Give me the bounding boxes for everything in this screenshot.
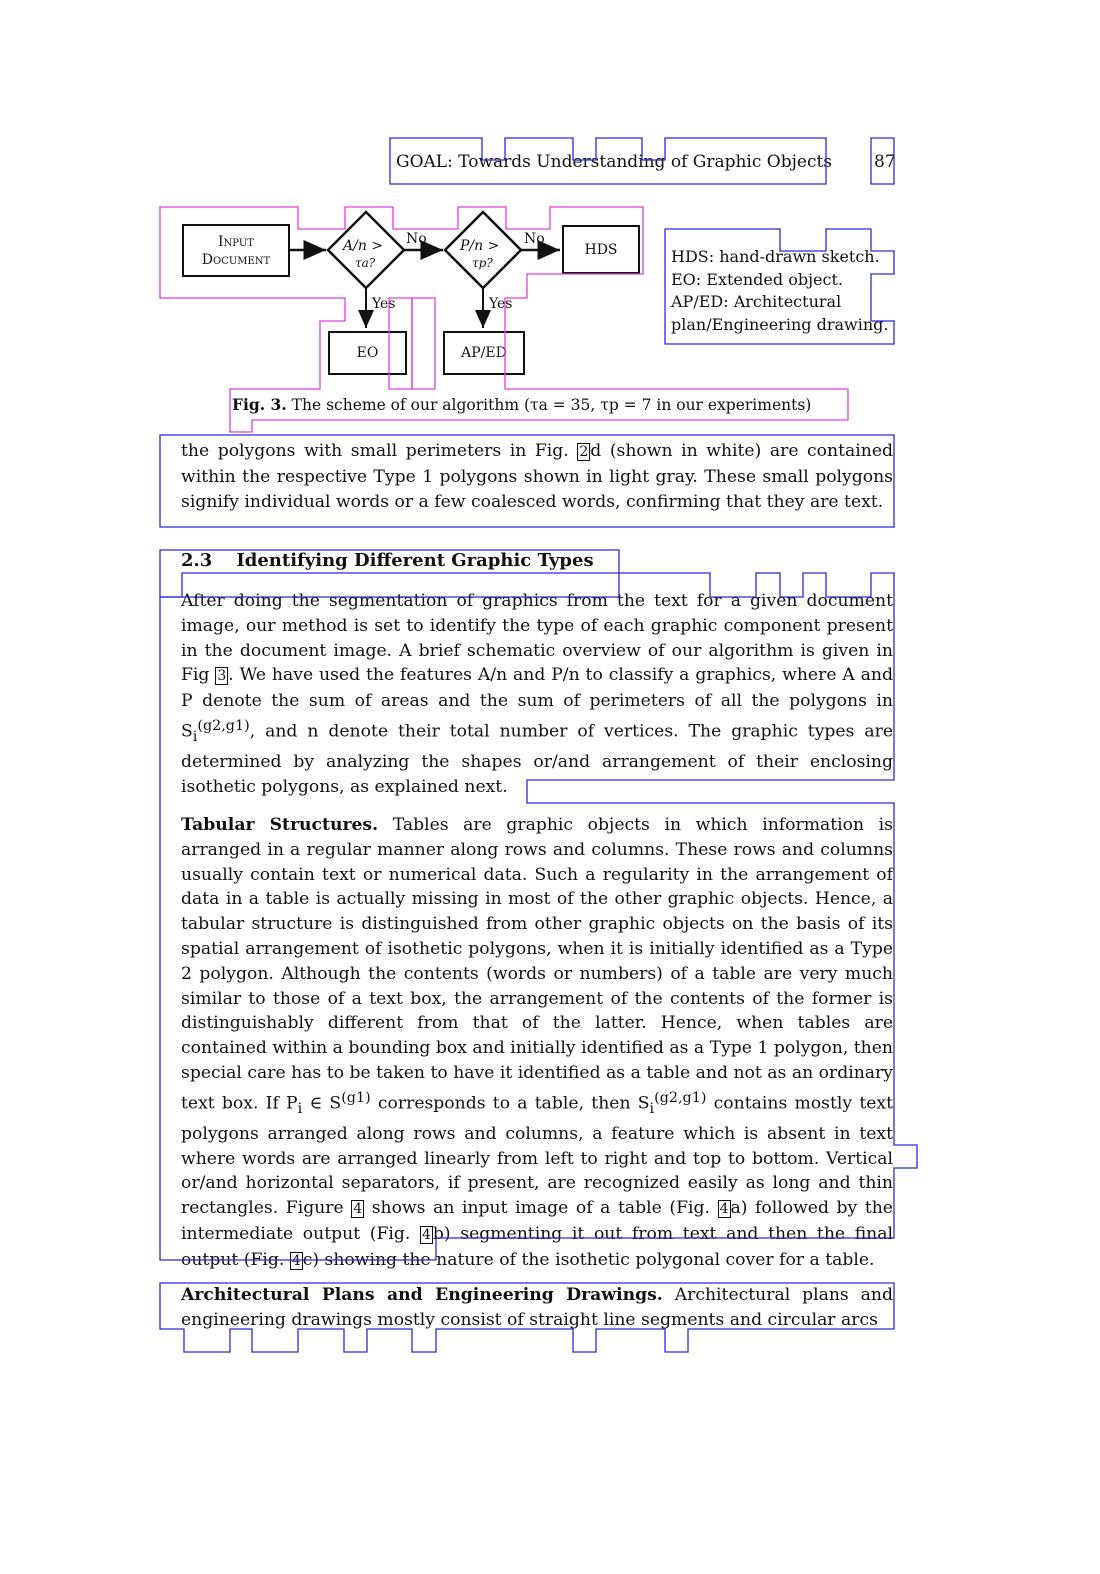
para2-text-a: After doing the segmentation of graphics from the text for a given document image, our method is set to identify the type of each graphic component present in the document image. A brief schematic overview of our algorithm is given in Fig [181,591,893,686]
run-in-heading: Tabular Structures. [181,815,379,835]
decision2-label-line2: τp? [472,256,493,270]
para3-text: contains mostly text polygons arranged along rows and columns, a feature which is absent in text where words are arranged linearly from left to right and top to bottom. Vertical or/and horizontal separators, if present, are recognized easily as long and thin rectangles. Figure [181,1093,893,1219]
legend-line: HDS: hand-drawn sketch. [671,247,880,266]
edge-label-no-1: No [406,231,427,247]
hds-box: HDS [562,225,640,274]
paragraph-continuation [181,439,893,514]
input-box-line1: Input [218,233,254,250]
running-header-title: GOAL: Towards Understanding of Graphic Objects [396,152,833,172]
legend-line: AP/ED: Architectural [671,292,842,311]
section-number: 2.3 [181,550,213,571]
para1-text-a: the polygons with small perimeters in Fig. [181,441,578,461]
section-title: Identifying Different Graphic Types [236,550,594,571]
edge-label-no-2: No [524,231,545,247]
eo-box: EO [328,331,407,375]
figure-ref-link[interactable]: 4 [291,1252,301,1269]
decision1-label-line1: A/n > [343,238,384,254]
edge-label-yes-2: Yes [489,296,513,312]
paragraph-architectural-plans [181,1283,893,1333]
flowchart-connectors [0,0,1100,420]
legend-line: plan/Engineering drawing. [671,314,889,334]
para1-text-b: d (shown in white) are contained within the respective Type 1 polygons shown in light gray. These small polygons signify individual words or a few coalesced words, confirming that they are text. [181,441,893,512]
figure-ref-link[interactable]: 4 [353,1201,363,1218]
para3-text: ∈ S [302,1093,342,1114]
figure-ref-link[interactable]: 2 [579,444,589,460]
aped-box: AP/ED [443,331,525,375]
figure-ref-link[interactable]: 4 [421,1226,431,1243]
para2-text-b: . We have used the features A/n and P/n to classify a graphics, where A and P denote the sum of areas and the sum of perimeters of all the polygons in S [181,665,894,742]
paragraph-tabular-structures [181,813,893,1274]
para4-text: Architectural plans and engineering drawings mostly consist of straight line segments and circular arcs [181,1285,893,1330]
figure-legend [671,246,888,336]
input-box-line2: Document [201,251,271,268]
para2-text-c: , and n denote their total number of vertices. The graphic types are determined by analyzing the shapes or/and arrangement of their enclosing isothetic polygons, as explained next. [181,721,893,797]
para3-text: a) followed by the intermediate output (Fig. [181,1198,893,1244]
section-heading [181,550,594,571]
run-in-heading: Architectural Plans and Engineering Drawings. [181,1285,663,1305]
page-number: 87 [874,152,896,172]
para3-text: c) showing the nature of the isothetic polygonal cover for a table. [302,1249,875,1270]
para3-text: corresponds to a table, then S [370,1093,650,1114]
legend-line: EO: Extended object. [671,269,843,289]
caption-label: Fig. 3. [232,395,287,414]
edge-label-yes-1: Yes [372,296,396,312]
figure-ref-link[interactable]: 3 [217,668,227,685]
para3-text: shows an input image of a table (Fig. [364,1198,718,1219]
para3-text: Tables are graphic objects in which information is arranged in a regular manner along rows and columns. These rows and columns usually contain text or numerical data. Such a regularity in the arrangement of data in a table is actually missing in most of the other graphic objects. Hence, a tabular structure is distinguished from other graphic objects on the basis of its spatial arrangement of isothetic polygons, when it is initially identified as a Type 2 polygon. Although the contents (words or numbers) of a table are very much similar to those of a text box, the arrangement of the contents of the former is distinguishably different from that of the latter. Hence, when tables are contained within a bounding box and initially identified as a Type 1 polygon, then special care has to be taken to have it identified as a table and not as an ordinary text box. If P [181,815,893,1114]
figure-caption [232,395,811,414]
caption-text: The scheme of our algorithm (τa = 35, τp = 7 in our experiments) [291,396,812,414]
math-sup: (g2,g1) [654,1089,707,1106]
decision2-label-line1: P/n > [460,238,500,254]
math-sub: i [297,1100,303,1117]
math-sub: i [192,729,198,746]
input-document-box [182,224,290,277]
math-sup: (g2,g1) [197,717,250,734]
math-sup: (g1) [341,1089,371,1106]
decision1-label-line2: τa? [355,256,376,270]
para3-text: b) segmenting it out from text and then the final output (Fig. [181,1223,893,1270]
math-sub: i [649,1100,655,1117]
figure-ref-link[interactable]: 4 [719,1201,729,1218]
paragraph-overview [181,589,893,800]
